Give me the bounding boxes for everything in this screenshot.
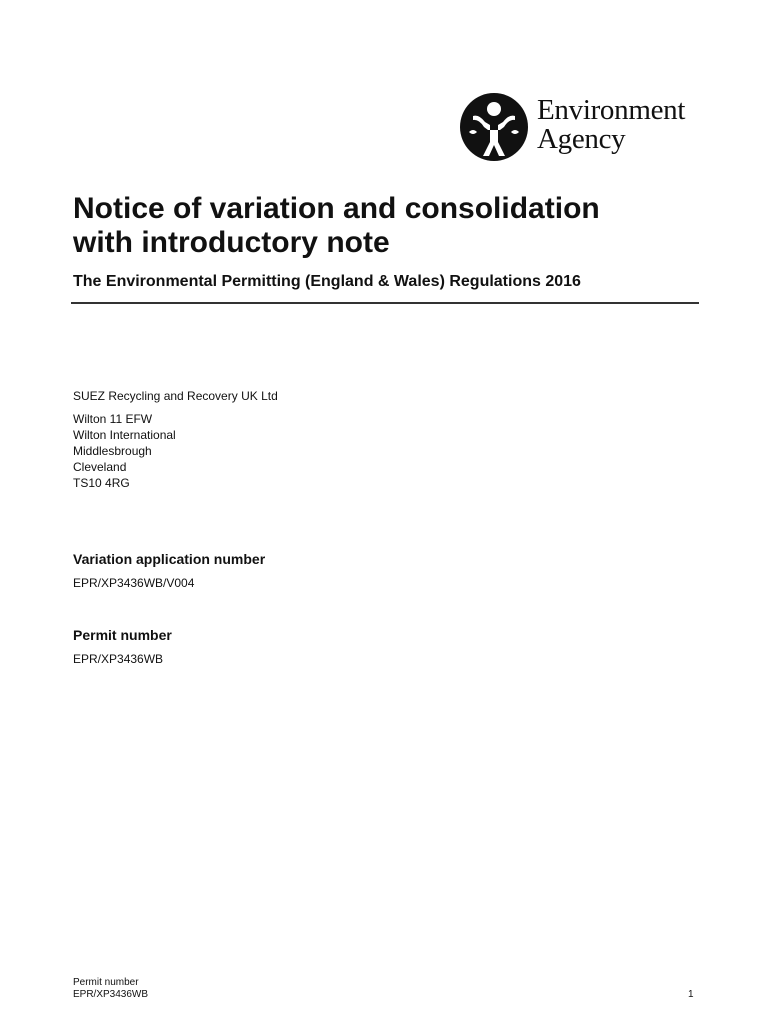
- regulations-subtitle: The Environmental Permitting (England & Wales) Regulations 2016: [73, 273, 581, 290]
- address-line: Wilton 11 EFW: [73, 412, 153, 426]
- operator-address: [73, 411, 176, 491]
- address-line: TS10 4RG: [73, 476, 130, 490]
- address-line: Middlesbrough: [73, 444, 152, 458]
- address-line: Wilton International: [73, 428, 176, 442]
- logo-line-agency: Agency: [537, 123, 626, 155]
- footer-permit-value: EPR/XP3436WB: [73, 989, 149, 1000]
- permit-number-label: Permit number: [73, 627, 172, 643]
- tree-figure-icon: [459, 92, 529, 162]
- document-title: [73, 192, 713, 260]
- logo-line-environment: Environment: [537, 94, 686, 126]
- title-line-1: Notice of variation and consolidation: [73, 192, 600, 225]
- permit-number-value: EPR/XP3436WB: [73, 652, 164, 666]
- address-line: Cleveland: [73, 460, 127, 474]
- footer-permit-label: Permit number: [73, 977, 139, 988]
- title-line-2: with introductory note: [73, 226, 390, 259]
- variation-application-number-label: Variation application number: [73, 551, 266, 567]
- header-divider: [71, 302, 699, 304]
- variation-application-number-value: EPR/XP3436WB/V004: [73, 576, 195, 590]
- environment-agency-logo: [459, 92, 719, 164]
- operator-company-name: SUEZ Recycling and Recovery UK Ltd: [73, 389, 278, 403]
- page-number: 1: [688, 989, 694, 1000]
- logo-wordmark: [537, 96, 685, 154]
